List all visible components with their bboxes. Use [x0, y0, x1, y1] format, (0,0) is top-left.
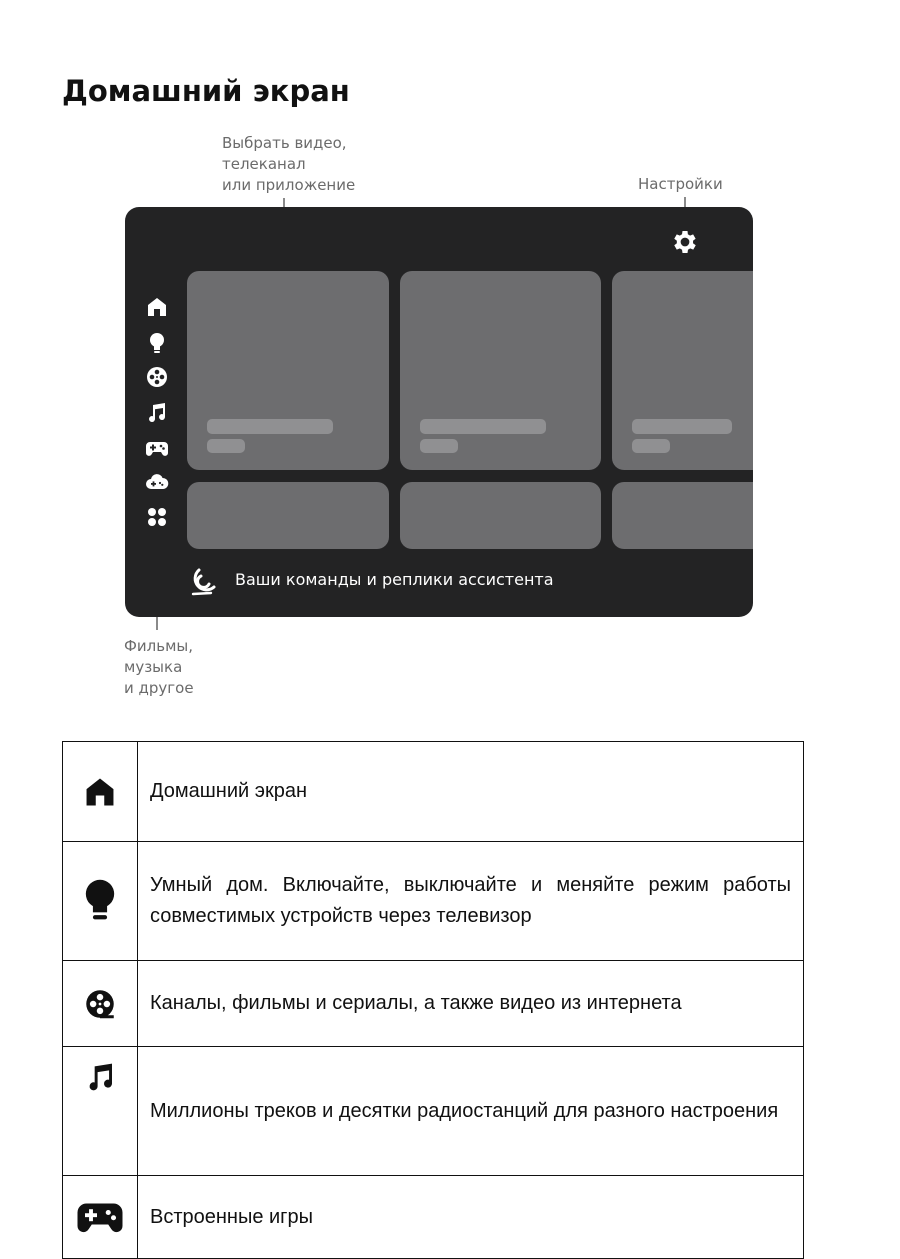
legend-description: Миллионы треков и десятки радиостанций для разного настроения — [138, 1047, 804, 1176]
tile-title-placeholder — [207, 419, 333, 434]
tile-subtitle-placeholder — [420, 439, 458, 453]
lightbulb-icon[interactable] — [145, 331, 169, 355]
music-note-icon — [84, 1061, 116, 1093]
content-tile-small[interactable] — [612, 482, 753, 549]
gamepad-icon — [76, 1199, 124, 1235]
table-row — [63, 842, 804, 961]
page-title: Домашний экран — [62, 74, 350, 108]
legend-icon-cell — [63, 842, 138, 961]
home-icon — [83, 775, 117, 809]
cloud-gamepad-icon[interactable] — [145, 470, 169, 494]
gamepad-icon[interactable] — [145, 436, 169, 460]
content-tile[interactable] — [187, 271, 389, 470]
tile-subtitle-placeholder — [632, 439, 670, 453]
film-reel-icon[interactable] — [145, 365, 169, 389]
legend-description: Умный дом. Включайте, выключайте и меняйте режим работы совместимых устройств через телевизор — [138, 842, 804, 961]
legend-icon-cell — [63, 742, 138, 842]
music-note-icon[interactable] — [145, 401, 169, 425]
gear-icon[interactable] — [670, 227, 700, 257]
callout-choose-content: Выбрать видео, телеканал или приложение — [222, 134, 356, 194]
legend-description: Встроенные игры — [138, 1176, 804, 1259]
tv-home-screen-mockup — [125, 207, 753, 617]
table-row — [63, 1047, 804, 1176]
legend-icon-cell — [63, 1176, 138, 1259]
film-reel-icon — [85, 989, 115, 1019]
lightbulb-icon — [83, 878, 117, 924]
content-tile-small[interactable] — [400, 482, 601, 549]
apps-icon[interactable] — [145, 505, 169, 529]
tile-subtitle-placeholder — [207, 439, 245, 453]
legend-description: Домашний экран — [138, 742, 804, 842]
content-tile[interactable] — [400, 271, 601, 470]
assistant-message: Ваши команды и реплики ассистента — [235, 570, 554, 589]
table-row — [63, 1176, 804, 1259]
legend-icon-cell — [63, 961, 138, 1047]
legend-icon-cell — [63, 1047, 138, 1176]
table-row — [63, 742, 804, 842]
table-row — [63, 961, 804, 1047]
home-icon[interactable] — [145, 295, 169, 319]
icon-legend-table — [62, 741, 804, 1259]
tile-title-placeholder — [420, 419, 546, 434]
content-tile[interactable] — [612, 271, 753, 470]
content-tile-small[interactable] — [187, 482, 389, 549]
tile-title-placeholder — [632, 419, 732, 434]
callout-settings: Настройки — [638, 175, 723, 193]
legend-description: Каналы, фильмы и сериалы, а также видео из интернета — [138, 961, 804, 1047]
callout-categories: Фильмы, музыка и другое — [124, 637, 194, 697]
assistant-logo-icon — [185, 567, 217, 597]
